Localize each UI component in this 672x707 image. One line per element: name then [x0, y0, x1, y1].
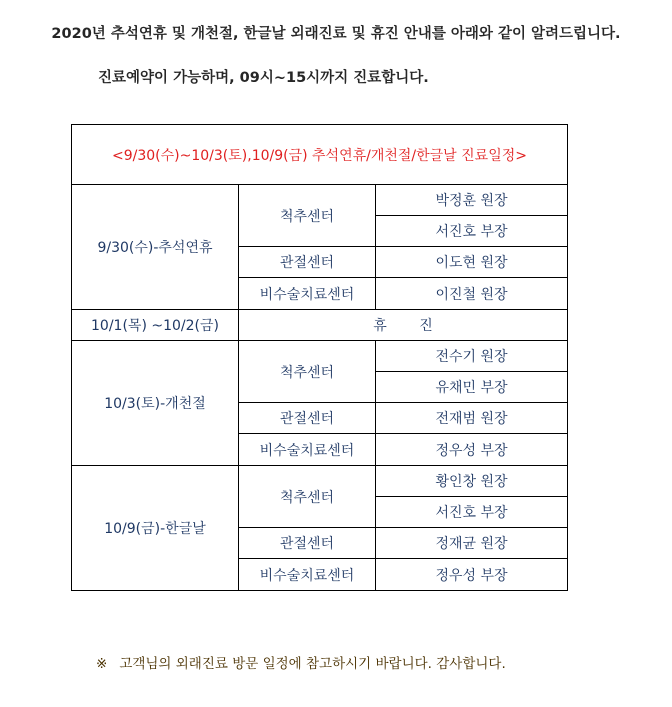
schedule-table	[71, 124, 568, 591]
date-cell-hangeulnal: 10/9(금)-한글날	[72, 466, 239, 591]
footer-text: 고객님의 외래진료 방문 일정에 참고하시기 바랍니다. 감사합니다.	[119, 656, 506, 672]
dept-nonsurgical-cell: 비수술치료센터	[239, 559, 376, 591]
dept-joint-cell: 관절센터	[239, 528, 376, 559]
doctor-cell: 이도현 원장	[376, 247, 568, 278]
date-cell-chuseok: 9/30(수)-추석연휴	[72, 185, 239, 310]
date-cell-gaecheonjeol: 10/3(토)-개천절	[72, 341, 239, 466]
dept-joint-cell: 관절센터	[239, 247, 376, 278]
notice-line-2: 진료예약이 가능하며, 09시~15시까지 진료합니다.	[98, 70, 429, 86]
closed-label-cell: 휴 진	[239, 310, 568, 341]
doctor-cell: 박정훈 원장	[376, 185, 568, 216]
doctor-cell: 전재범 원장	[376, 403, 568, 434]
doctor-cell: 전수기 원장	[376, 341, 568, 372]
doctor-cell: 정우성 부장	[376, 559, 568, 591]
dept-nonsurgical-cell: 비수술치료센터	[239, 434, 376, 466]
doctor-cell: 정우성 부장	[376, 434, 568, 466]
dept-spine-cell: 척추센터	[239, 341, 376, 403]
reference-mark-icon: ※	[96, 656, 108, 672]
dept-spine-cell: 척추센터	[239, 185, 376, 247]
doctor-cell: 정재균 원장	[376, 528, 568, 559]
table-row	[72, 466, 568, 497]
dept-joint-cell: 관절센터	[239, 403, 376, 434]
footer-note	[96, 652, 506, 672]
schedule-header: <9/30(수)~10/3(토),10/9(금) 추석연휴/개천절/한글날 진료일정>	[72, 125, 568, 185]
doctor-cell: 서진호 부장	[376, 216, 568, 247]
date-cell-closed: 10/1(목) ~10/2(금)	[72, 310, 239, 341]
notice-line-1: 2020년 추석연휴 및 개천절, 한글날 외래진료 및 휴진 안내를 아래와 같이 알려드립니다.	[51, 26, 621, 42]
doctor-cell: 서진호 부장	[376, 497, 568, 528]
table-row	[72, 341, 568, 372]
table-row	[72, 310, 568, 341]
table-row	[72, 185, 568, 216]
dept-spine-cell: 척추센터	[239, 466, 376, 528]
doctor-cell: 황인창 원장	[376, 466, 568, 497]
doctor-cell: 유채민 부장	[376, 372, 568, 403]
doctor-cell: 이진철 원장	[376, 278, 568, 310]
dept-nonsurgical-cell: 비수술치료센터	[239, 278, 376, 310]
